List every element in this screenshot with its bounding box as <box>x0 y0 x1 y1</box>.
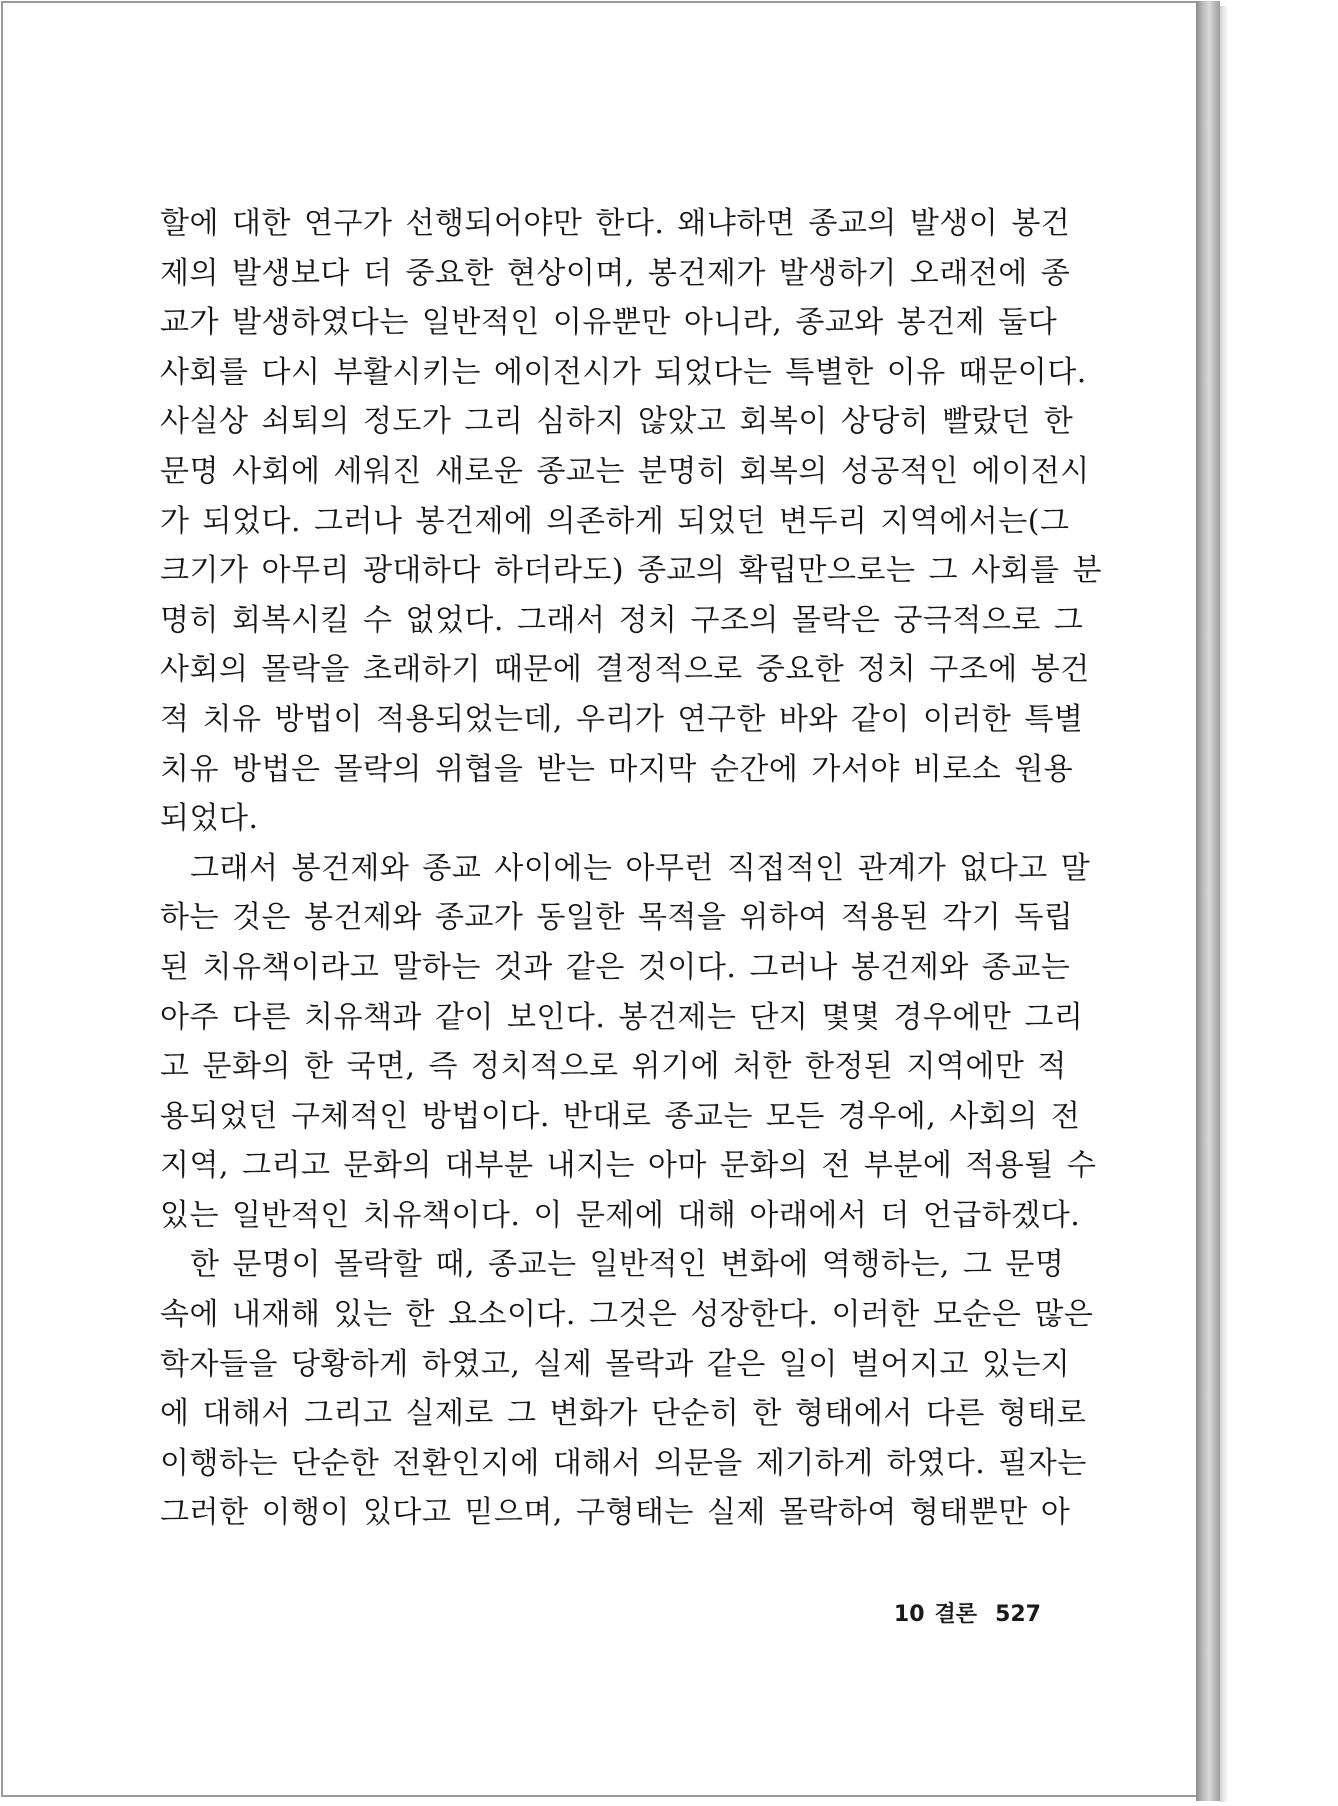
text-line: 제의 발생보다 더 중요한 현상이며, 봉건제가 발생하기 오래전에 종 <box>160 255 1071 291</box>
text-line: 된 치유책이라고 말하는 것과 같은 것이다. 그러나 봉건제와 종교는 <box>160 949 1071 985</box>
running-footer <box>883 1595 1041 1635</box>
text-line: 명히 회복시킬 수 없었다. 그래서 정치 구조의 몰락은 궁극적으로 그 <box>160 602 1084 638</box>
text-line: 속에 내재해 있는 한 요소이다. 그것은 성장한다. 이러한 모순은 많은 <box>160 1297 1094 1333</box>
text-line: 되었다. <box>160 801 259 837</box>
text-line: 크기가 아무리 광대하다 하더라도) 종교의 확립만으로는 그 사회를 분 <box>160 553 1102 589</box>
chapter-number: 10 <box>893 1602 925 1627</box>
text-line: 사회를 다시 부활시키는 에이전시가 되었다는 특별한 이유 때문이다. <box>160 354 1087 390</box>
text-line: 사회의 몰락을 초래하기 때문에 결정적으로 중요한 정치 구조에 봉건 <box>160 652 1090 688</box>
text-line: 있는 일반적인 치유책이다. 이 문제에 대해 아래에서 더 언급하겠다. <box>160 1197 1081 1233</box>
body-text <box>160 199 1102 1538</box>
text-line: 그래서 봉건제와 종교 사이에는 아무런 직접적인 관계가 없다고 말 <box>190 850 1091 886</box>
text-line: 하는 것은 봉건제와 종교가 동일한 목적을 위하여 적용된 각기 독립 <box>160 900 1074 936</box>
page-shadow <box>1220 6 1228 1802</box>
text-line: 사실상 쇠퇴의 정도가 그리 심하지 않았고 회복이 상당히 빨랐던 한 <box>160 404 1074 440</box>
text-line: 가 되었다. 그러나 봉건제에 의존하게 되었던 변두리 지역에서는(그 <box>160 503 1070 539</box>
page-stack-edge <box>1196 1 1220 1801</box>
text-line: 교가 발생하였다는 일반적인 이유뿐만 아니라, 종교와 봉건제 둘다 <box>160 305 1058 341</box>
text-line: 고 문화의 한 국면, 즉 정치적으로 위기에 처한 한정된 지역에만 적 <box>160 1049 1067 1085</box>
page-number: 527 <box>995 1602 1041 1627</box>
text-line: 치유 방법은 몰락의 위협을 받는 마지막 순간에 가서야 비로소 원용 <box>160 751 1074 787</box>
text-line: 할에 대한 연구가 선행되어야만 한다. 왜냐하면 종교의 발생이 봉건 <box>160 206 1071 241</box>
text-line: 아주 다른 치유책과 같이 보인다. 봉건제는 단지 몇몇 경우에만 그리 <box>160 999 1084 1035</box>
text-line: 지역, 그리고 문화의 대부분 내지는 아마 문화의 전 부분에 적용될 수 <box>160 1148 1097 1184</box>
text-line: 문명 사회에 세워진 새로운 종교는 분명히 회복의 성공적인 에이전시 <box>160 453 1090 489</box>
book-page <box>1 1 1197 1797</box>
text-line: 한 문명이 몰락할 때, 종교는 일반적인 변화에 역행하는, 그 문명 <box>190 1247 1065 1283</box>
text-line: 학자들을 당황하게 하였고, 실제 몰락과 같은 일이 벌어지고 있는지 <box>160 1346 1071 1382</box>
text-line: 그러한 이행이 있다고 믿으며, 구형태는 실제 몰락하여 형태뿐만 아 <box>160 1495 1071 1531</box>
chapter-title: 결론 <box>934 1602 978 1627</box>
text-line: 용되었던 구체적인 방법이다. 반대로 종교는 모든 경우에, 사회의 전 <box>160 1098 1081 1134</box>
text-line: 에 대해서 그리고 실제로 그 변화가 단순히 한 형태에서 다른 형태로 <box>160 1396 1087 1432</box>
text-line: 이행하는 단순한 전환인지에 대해서 의문을 제기하게 하였다. 필자는 <box>160 1445 1087 1481</box>
text-line: 적 치유 방법이 적용되었는데, 우리가 연구한 바와 같이 이러한 특별 <box>160 701 1084 737</box>
